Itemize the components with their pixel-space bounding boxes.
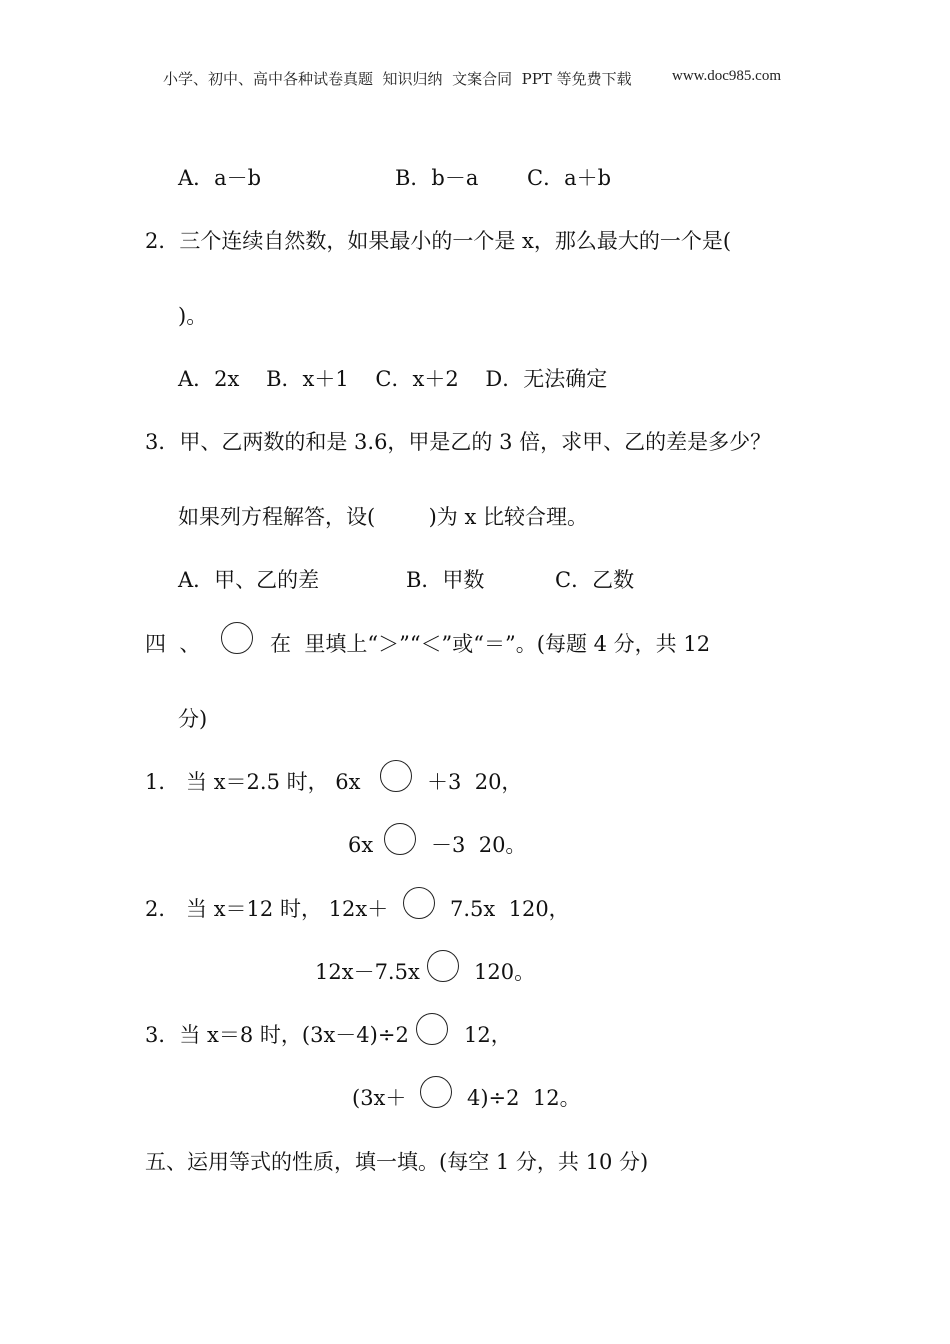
q3-option-b: B．甲数 <box>406 568 485 592</box>
p3-line-a-left: 3．当 x＝8 时，(3x－4)÷2 <box>145 1023 409 1047</box>
section5-title: 五、运用等式的性质，填一填。(每空 1 分，共 10 分) <box>145 1150 649 1174</box>
blank-circle[interactable] <box>384 823 416 855</box>
q2-stem: 2．三个连续自然数，如果最小的一个是 x，那么最大的一个是( <box>145 229 732 253</box>
p1-line-a-left: 1． 当 x＝2.5 时， 6x <box>145 770 361 794</box>
blank-circle[interactable] <box>380 760 412 792</box>
header-text: 小学、初中、高中各种试卷真题 知识归纳 文案合同 PPT 等免费下载 <box>163 70 632 88</box>
q3-stem-cont: 如果列方程解答，设( )为 x 比较合理。 <box>178 505 588 529</box>
blank-circle[interactable] <box>416 1013 448 1045</box>
q2-stem-cont: )。 <box>178 304 208 328</box>
q2-options: A．2x B．x＋1 C．x＋2 D．无法确定 <box>178 367 608 391</box>
answer-circle <box>221 622 253 654</box>
p1-line-b-left: 6x <box>348 833 374 857</box>
p2-line-b-left: 12x－7.5x <box>315 960 420 984</box>
p3-line-b-right: 4)÷2 12。 <box>467 1086 581 1110</box>
blank-circle[interactable] <box>420 1076 452 1108</box>
section4-title-cont: 分) <box>178 707 208 731</box>
section4-title: 在 里填上“＞”“＜”或“＝”。(每题 4 分，共 12 <box>270 632 711 656</box>
q1-option-a: A．a－b <box>178 166 262 190</box>
q3-option-c: C．乙数 <box>555 568 635 592</box>
section4-number: 四 、 <box>145 632 201 656</box>
blank-circle[interactable] <box>403 887 435 919</box>
p2-line-b-right: 120。 <box>474 960 536 984</box>
p2-line-a-right: 7.5x 120， <box>450 897 570 921</box>
q3-stem: 3．甲、乙两数的和是 3.6，甲是乙的 3 倍，求甲、乙的差是多少？ <box>145 430 772 454</box>
q3-option-a: A．甲、乙的差 <box>178 568 320 592</box>
p2-line-a-left: 2． 当 x＝12 时， 12x＋ <box>145 897 389 921</box>
q1-option-b: B．b－a <box>395 166 479 190</box>
p3-line-a-right: 12， <box>464 1023 512 1047</box>
header-url: www.doc985.com <box>672 68 782 84</box>
p1-line-a-right: ＋3 20， <box>427 770 523 794</box>
q1-option-c: C．a＋b <box>527 166 612 190</box>
p1-line-b-right: －3 20。 <box>431 833 527 857</box>
blank-circle[interactable] <box>427 950 459 982</box>
p3-line-b-left: (3x＋ <box>352 1086 407 1110</box>
